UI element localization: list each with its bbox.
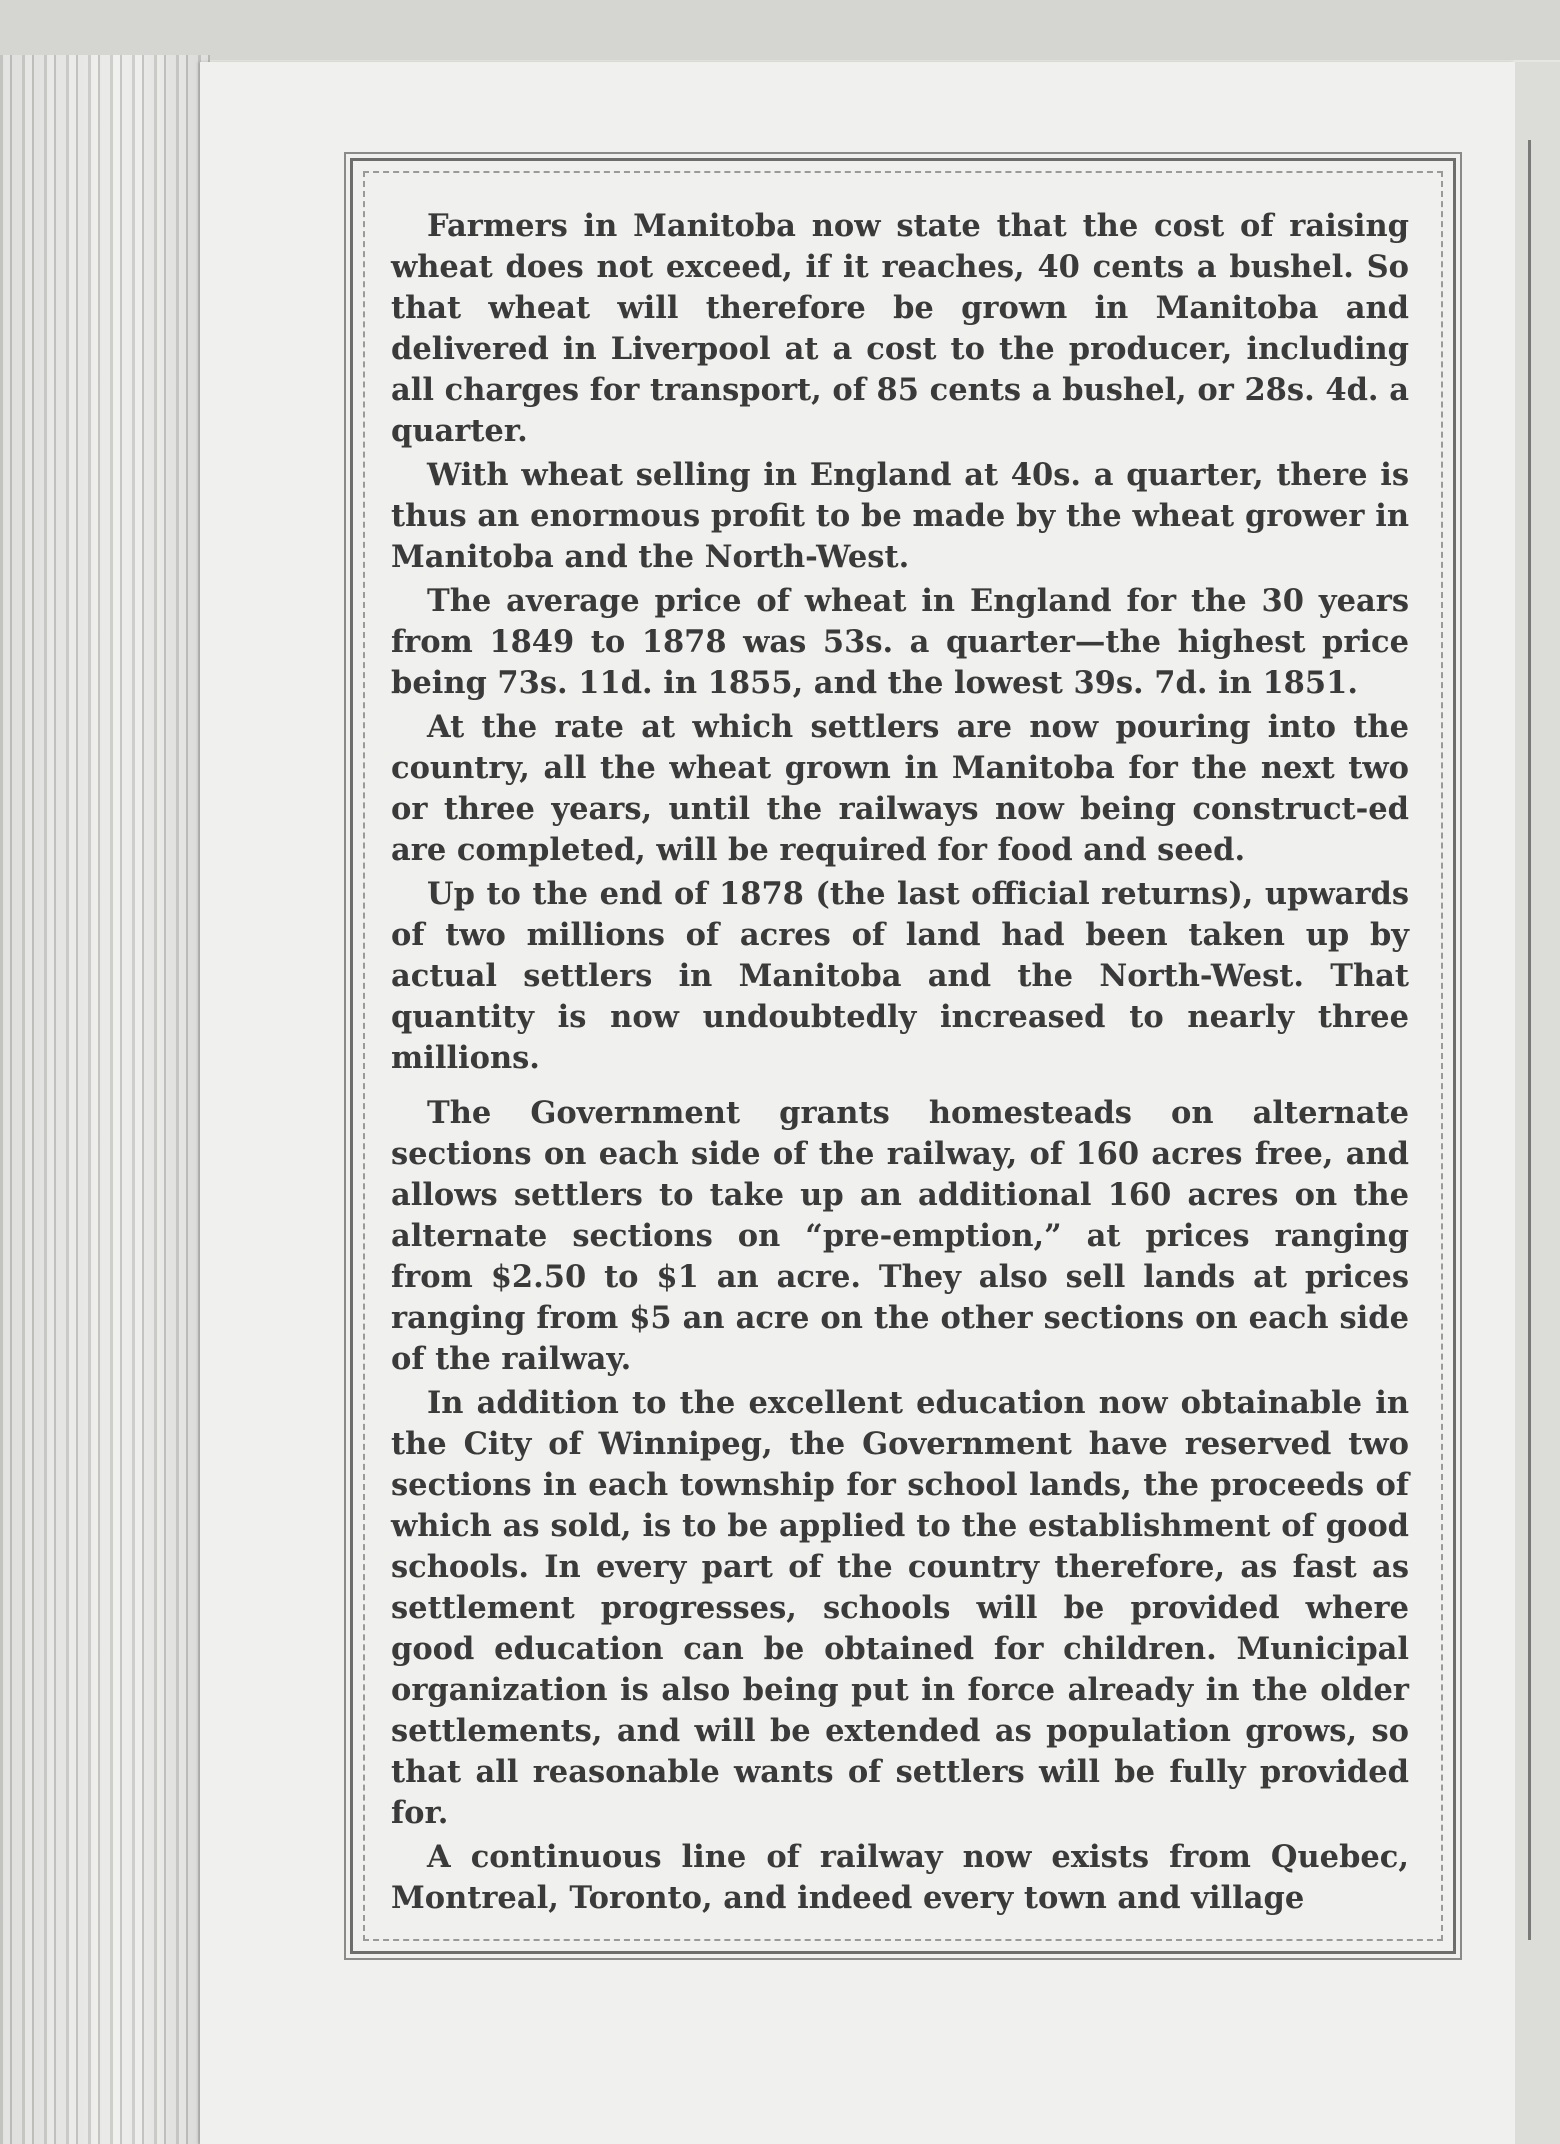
paragraph-acres-taken: Up to the end of 1878 (the last official returns), upwards of two millions of acres of land had been taken up by actual settlers in Manitoba and the North-West. That quantity is now undoubtedly increased to nearly three millions. <box>391 876 1409 1076</box>
ornamental-border <box>350 158 1456 1954</box>
facing-page-edge <box>1515 62 1560 2144</box>
paragraph-average-price: The average price of wheat in England for the 30 years from 1849 to 1878 was 53s. a quarter—the highest price being 73s. 11d. in 1855, and the lowest 39s. 7d. in 1851. <box>391 583 1409 701</box>
scan-background <box>0 0 1560 60</box>
facing-page-rule <box>1528 140 1531 1940</box>
book-page <box>200 62 1515 2144</box>
paragraph-settlers-rate: At the rate at which settlers are now pouring into the country, all the wheat grown in Manitoba for the next two or three years, until the railways now being construct-ed are completed, will be required for food and seed. <box>391 709 1409 868</box>
paragraph-wheat-cost: Farmers in Manitoba now state that the cost of raising wheat does not exceed, if it reaches, 40 cents a bushel. So that wheat will therefore be grown in Manitoba and delivered in Liverpool at a cost to the producer, including all charges for transport, of 85 cents a bushel, or 28s. 4d. a quarter. <box>391 208 1409 449</box>
paragraph-railway: A continuous line of railway now exists from Quebec, Montreal, Toronto, and indeed every town and village <box>391 1839 1409 1916</box>
body-text <box>391 206 1409 1919</box>
paragraph-wheat-profit: With wheat selling in England at 40s. a quarter, there is thus an enormous profit to be made by the wheat grower in Manitoba and the North-West. <box>391 457 1409 575</box>
paragraph-education: In addition to the excellent education now obtainable in the City of Winnipeg, the Government have reserved two sections in each township for school lands, the proceeds of which as sold, is to be applied to the establishment of good schools. In every part of the country therefore, as fast as settlement progresses, schools will be provided where good education can be obtained for children. Municipal organization is also being put in force already in the older settlements, and will be extended as population grows, so that all reasonable wants of settlers will be fully provided for. <box>391 1385 1409 1831</box>
book-page-edges <box>0 55 210 2144</box>
paragraph-homesteads: The Government grants homesteads on alternate sections on each side of the railway, of 160 acres free, and allows settlers to take up an additional 160 acres on the alternate sections on “pre-emption,” at prices ranging from $2.50 to $1 an acre. They also sell lands at prices ranging from $5 an acre on the other sections on each side of the railway. <box>391 1095 1409 1377</box>
